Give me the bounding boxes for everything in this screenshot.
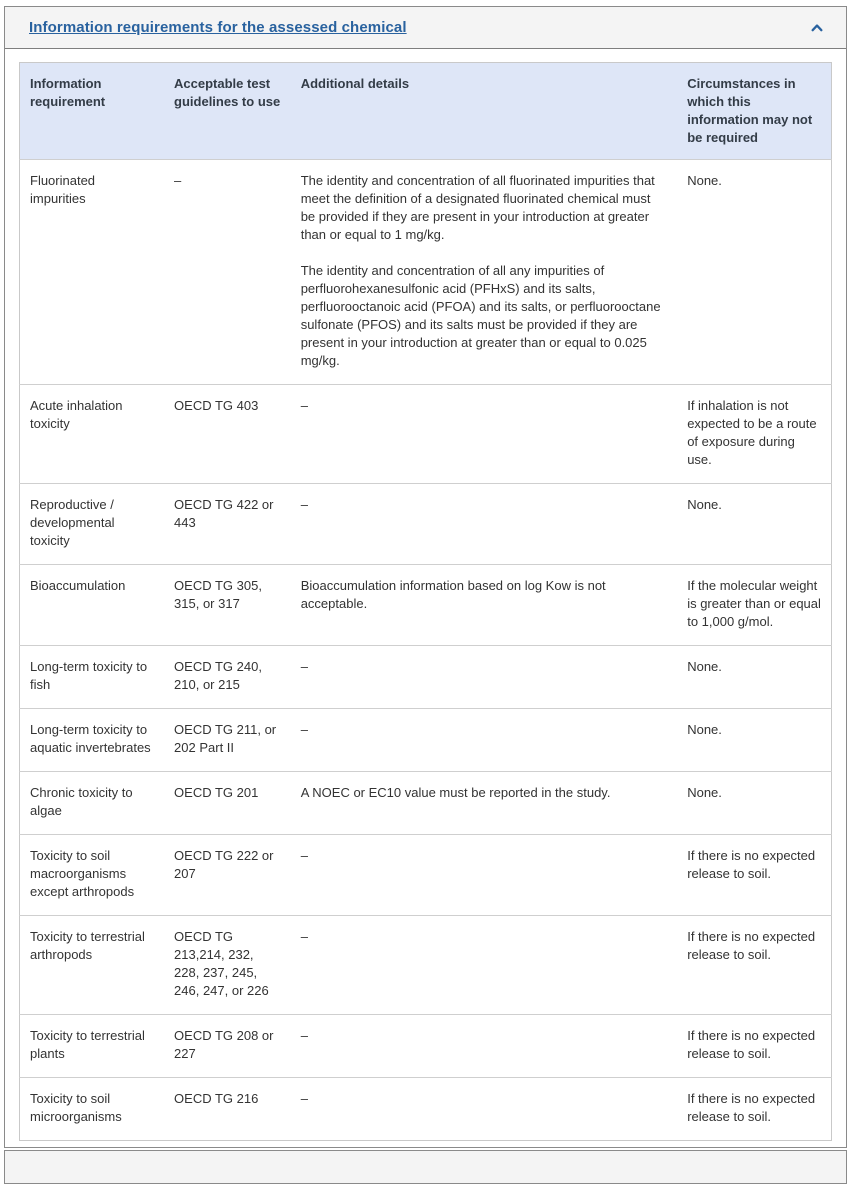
cell-additional-details: – — [291, 916, 678, 1015]
cell-additional-details: – — [291, 709, 678, 772]
cell-test-guidelines: OECD TG 213,214, 232, 228, 237, 245, 246, 247, or 226 — [164, 916, 291, 1015]
accordion-content — [5, 49, 846, 1147]
table-row — [20, 835, 832, 916]
cell-test-guidelines: OECD TG 216 — [164, 1078, 291, 1141]
cell-additional-details: – — [291, 1015, 678, 1078]
cell-information-requirement: Acute inhalation toxicity — [20, 385, 165, 484]
cell-circumstances: If there is no expected release to soil. — [677, 1078, 831, 1141]
cell-circumstances: None. — [677, 709, 831, 772]
cell-additional-details: – — [291, 835, 678, 916]
cell-additional-details: A NOEC or EC10 value must be reported in the study. — [291, 772, 678, 835]
table-row — [20, 646, 832, 709]
cell-test-guidelines: OECD TG 305, 315, or 317 — [164, 565, 291, 646]
accordion-information-requirements — [4, 6, 847, 1148]
table-row — [20, 385, 832, 484]
table-row — [20, 160, 832, 385]
next-accordion-header-partial[interactable] — [4, 1150, 847, 1184]
cell-test-guidelines: OECD TG 222 or 207 — [164, 835, 291, 916]
cell-test-guidelines: OECD TG 422 or 443 — [164, 484, 291, 565]
cell-additional-details: The identity and concentration of all fluorinated impurities that meet the definition of a designated fluorinated chemical must be provided if they are present in your introduction at greater than or equal to 1 mg/kg. The identity and concentration of all any impurities of perfluorohexanesulfonic acid (PFHxS) and its salts, perfluorooctanoic acid (PFOA) and its salts, or perfluorooctane sulfonate (PFOS) and its salts must be provided if they are present in your introduction at greater than or equal to 0.025 mg/kg. — [291, 160, 678, 385]
table-row — [20, 772, 832, 835]
column-header-circumstances: Circumstances in which this information may not be required — [677, 63, 831, 160]
cell-information-requirement: Toxicity to terrestrial arthropods — [20, 916, 165, 1015]
cell-circumstances: None. — [677, 646, 831, 709]
table-row — [20, 1078, 832, 1141]
cell-test-guidelines: OECD TG 201 — [164, 772, 291, 835]
cell-additional-details: – — [291, 646, 678, 709]
cell-circumstances: If there is no expected release to soil. — [677, 835, 831, 916]
table-row — [20, 709, 832, 772]
cell-circumstances: If inhalation is not expected to be a route of exposure during use. — [677, 385, 831, 484]
cell-information-requirement: Long-term toxicity to aquatic invertebrates — [20, 709, 165, 772]
cell-information-requirement: Fluorinated impurities — [20, 160, 165, 385]
cell-circumstances: If there is no expected release to soil. — [677, 916, 831, 1015]
chevron-up-icon — [810, 21, 824, 35]
cell-circumstances: None. — [677, 772, 831, 835]
cell-test-guidelines: OECD TG 211, or 202 Part II — [164, 709, 291, 772]
accordion-title-link[interactable]: Information requirements for the assessed chemical — [29, 19, 407, 36]
cell-information-requirement: Bioaccumulation — [20, 565, 165, 646]
cell-information-requirement: Toxicity to soil macroorganisms except arthropods — [20, 835, 165, 916]
cell-information-requirement: Toxicity to soil microorganisms — [20, 1078, 165, 1141]
table-row — [20, 1015, 832, 1078]
cell-test-guidelines: OECD TG 208 or 227 — [164, 1015, 291, 1078]
cell-information-requirement: Long-term toxicity to fish — [20, 646, 165, 709]
cell-information-requirement: Reproductive / developmental toxicity — [20, 484, 165, 565]
column-header-additional-details: Additional details — [291, 63, 678, 160]
cell-additional-details: – — [291, 385, 678, 484]
table-row — [20, 565, 832, 646]
cell-information-requirement: Toxicity to terrestrial plants — [20, 1015, 165, 1078]
column-header-information-requirement: Information requirement — [20, 63, 165, 160]
information-requirements-table — [19, 62, 832, 1141]
cell-test-guidelines: – — [164, 160, 291, 385]
column-header-test-guidelines: Acceptable test guidelines to use — [164, 63, 291, 160]
cell-information-requirement: Chronic toxicity to algae — [20, 772, 165, 835]
cell-additional-details: – — [291, 484, 678, 565]
cell-circumstances: None. — [677, 160, 831, 385]
table-header-row — [20, 63, 832, 160]
table-row — [20, 484, 832, 565]
table-row — [20, 916, 832, 1015]
cell-test-guidelines: OECD TG 240, 210, or 215 — [164, 646, 291, 709]
accordion-header[interactable] — [5, 7, 846, 49]
cell-circumstances: If there is no expected release to soil. — [677, 1015, 831, 1078]
cell-circumstances: None. — [677, 484, 831, 565]
cell-circumstances: If the molecular weight is greater than or equal to 1,000 g/mol. — [677, 565, 831, 646]
cell-additional-details: Bioaccumulation information based on log Kow is not acceptable. — [291, 565, 678, 646]
cell-additional-details: – — [291, 1078, 678, 1141]
cell-test-guidelines: OECD TG 403 — [164, 385, 291, 484]
